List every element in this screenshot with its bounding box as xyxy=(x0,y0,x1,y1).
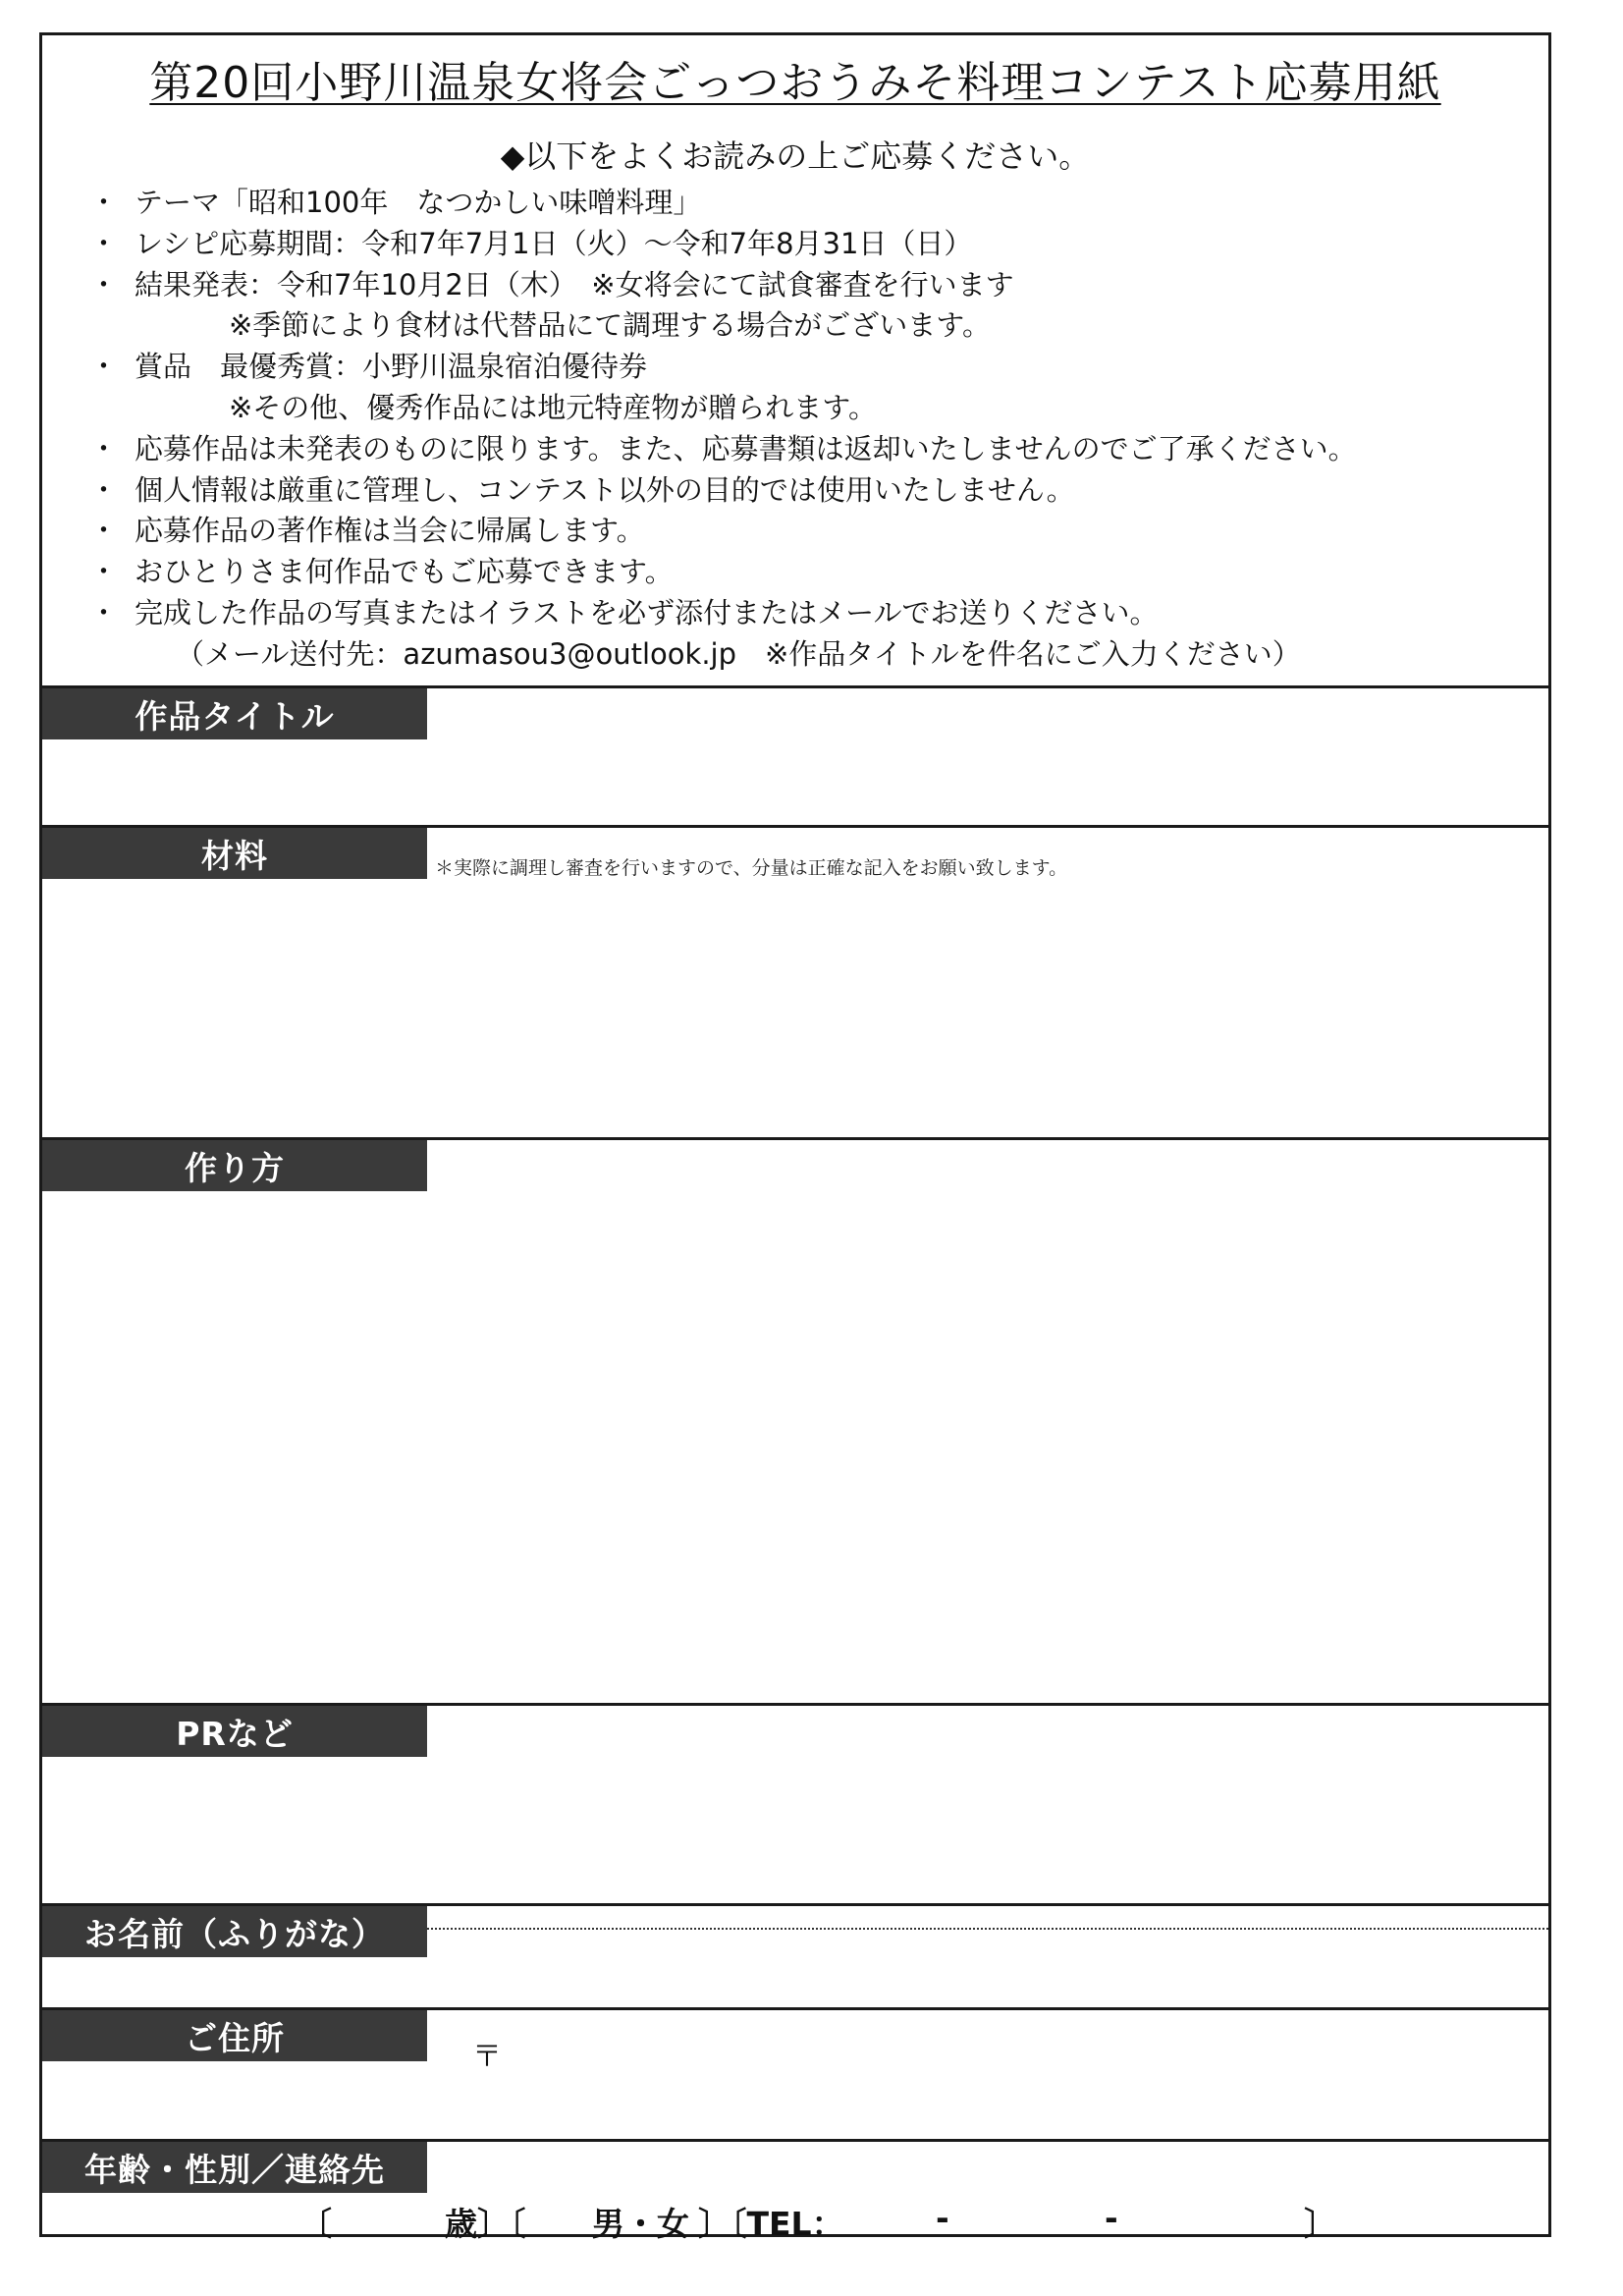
rule-text: 賞品 最優秀賞：小野川温泉宿泊優待券 xyxy=(135,350,648,384)
rule-item xyxy=(89,305,1523,347)
rule-text: テーマ「昭和100年 なつかしい味噌料理」 xyxy=(135,186,702,219)
age-suffix: 歳〕〔 xyxy=(445,2205,526,2243)
postal-mark: 〒 xyxy=(472,2040,502,2074)
contact-close: 〕 xyxy=(1304,2205,1336,2243)
method-label: 作り方 xyxy=(42,1140,427,1191)
field-pr[interactable] xyxy=(42,1703,1548,1903)
rule-text: 完成した作品の写真またはイラストを必ず添付またはメールでお送りください。 xyxy=(135,595,1159,629)
rule-item xyxy=(89,347,1523,388)
rule-text: ※季節により食材は代替品にて調理する場合がございます。 xyxy=(229,308,991,343)
rule-item xyxy=(89,470,1523,512)
tel-open: 〕〔TEL： xyxy=(698,2205,844,2243)
rule-item xyxy=(89,634,1523,676)
name-label: お名前（ふりがな） xyxy=(42,1906,427,1957)
contact-label: 年齢・性別／連絡先 xyxy=(42,2142,427,2193)
rules-list xyxy=(89,183,1523,676)
form-subtitle: ◆以下をよくお読みの上ご応募ください。 xyxy=(500,137,1091,175)
bullet-dot: ・ xyxy=(89,514,119,548)
rule-item xyxy=(89,265,1523,306)
rule-text: おひとりさま何作品でもご応募できます。 xyxy=(135,555,674,589)
bullet-dot: ・ xyxy=(89,472,119,507)
field-ingredients[interactable] xyxy=(42,825,1548,1137)
field-work-title[interactable] xyxy=(42,685,1548,825)
contact-open: 〔 xyxy=(299,2205,332,2243)
address-label: ご住所 xyxy=(42,2010,427,2061)
pr-label: PRなど xyxy=(42,1706,427,1757)
rule-text: 応募作品の著作権は当会に帰属します。 xyxy=(135,514,645,548)
bullet-dot: ・ xyxy=(89,267,119,301)
tel-dash-1: - xyxy=(936,2199,949,2237)
rule-item xyxy=(89,224,1523,265)
rule-text: レシピ応募期間：令和7年7月1日（火）～令和7年8月31日（日） xyxy=(135,226,973,260)
tel-dash-2: - xyxy=(1105,2199,1118,2237)
contact-line xyxy=(42,2199,1548,2248)
bullet-dot: ・ xyxy=(89,350,119,384)
application-form xyxy=(39,32,1551,2243)
rule-text: 個人情報は厳重に管理し、コンテスト以外の目的では使用いたしません。 xyxy=(135,472,1075,507)
rule-text: ※その他、優秀作品には地元特産物が贈られます。 xyxy=(229,390,877,424)
bullet-dot: ・ xyxy=(89,431,119,465)
furigana-dotted-line xyxy=(427,1928,1548,1930)
rule-item xyxy=(89,429,1523,470)
gender-choice[interactable]: 男・女 xyxy=(592,2205,689,2243)
rule-text: 結果発表：令和7年10月2日（木） ※女将会にて試食審査を行います xyxy=(135,267,1014,301)
form-title: 第20回小野川温泉女将会ごっつおうみそ料理コンテスト応募用紙 xyxy=(149,58,1441,108)
rule-item xyxy=(89,388,1523,429)
field-name[interactable] xyxy=(42,1903,1548,2007)
field-contact[interactable] xyxy=(42,2139,1548,2243)
bullet-dot: ・ xyxy=(89,226,119,260)
ingredients-label: 材料 xyxy=(42,828,427,879)
rule-item xyxy=(89,511,1523,552)
bullet-dot: ・ xyxy=(89,555,119,589)
rule-text: （メール送付先：azumasou3@outlook.jp ※作品タイトルを件名にご入力ください） xyxy=(176,636,1301,671)
field-address[interactable] xyxy=(42,2007,1548,2139)
rule-text: 応募作品は未発表のものに限ります。また、応募書類は返却いたしませんのでご了承ください。 xyxy=(135,431,1357,465)
rule-item xyxy=(89,552,1523,593)
ingredients-hint: ＊実際に調理し審査を行いますので、分量は正確な記入をお願い致します。 xyxy=(435,857,1068,879)
work-title-label: 作品タイトル xyxy=(42,688,427,739)
rule-item xyxy=(89,593,1523,634)
field-method[interactable] xyxy=(42,1137,1548,1703)
bullet-dot: ・ xyxy=(89,186,119,219)
rule-item xyxy=(89,183,1523,224)
bullet-dot: ・ xyxy=(89,595,119,629)
